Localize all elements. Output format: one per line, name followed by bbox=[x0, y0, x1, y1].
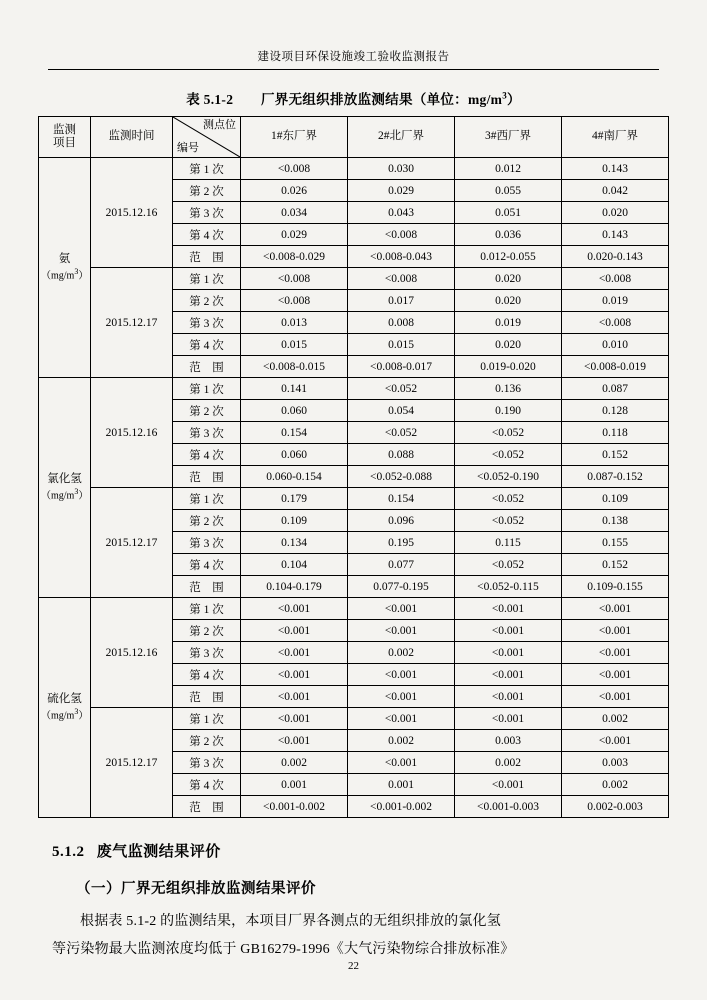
table-row bbox=[39, 378, 669, 400]
running-header-text: 建设项目环保设施竣工验收监测报告 bbox=[257, 51, 450, 63]
measurement-value-point1: 0.013 bbox=[241, 312, 348, 334]
page-number: 22 bbox=[348, 960, 359, 972]
measurement-label: 范 围 bbox=[173, 576, 241, 598]
measurement-value-point2: <0.001 bbox=[348, 620, 455, 642]
measurement-value-point4: 0.138 bbox=[562, 510, 669, 532]
monitoring-date: 2015.12.17 bbox=[91, 488, 173, 598]
measurement-value-point4: 0.152 bbox=[562, 554, 669, 576]
subsection-heading: （一）厂界无组织排放监测结果评价 bbox=[76, 881, 316, 897]
measurement-value-point3: 0.036 bbox=[455, 224, 562, 246]
monitoring-results-table bbox=[38, 116, 669, 818]
table-header-row bbox=[39, 117, 669, 158]
measurement-value-point1: 0.104 bbox=[241, 554, 348, 576]
measurement-value-point1: 0.154 bbox=[241, 422, 348, 444]
measurement-value-point1: <0.008 bbox=[241, 158, 348, 180]
measurement-value-point2: 0.029 bbox=[348, 180, 455, 202]
monitoring-date: 2015.12.16 bbox=[91, 158, 173, 268]
measurement-value-point4: 0.118 bbox=[562, 422, 669, 444]
measurement-value-point4: 0.020 bbox=[562, 202, 669, 224]
measurement-value-point3: 0.012-0.055 bbox=[455, 246, 562, 268]
header-cell-project bbox=[39, 117, 91, 158]
measurement-value-point1: <0.001 bbox=[241, 708, 348, 730]
row-group-label-2 bbox=[39, 598, 91, 818]
measurement-value-point3: <0.001 bbox=[455, 642, 562, 664]
measurement-value-point2: 0.096 bbox=[348, 510, 455, 532]
paragraph-2: 等污染物最大监测浓度均低于 GB16279-1996《大气污染物综合排放标准》 bbox=[52, 942, 515, 957]
table-caption-suffix: ） bbox=[507, 92, 521, 107]
measurement-value-point2: 0.015 bbox=[348, 334, 455, 356]
measurement-label: 第 4 次 bbox=[173, 554, 241, 576]
measurement-value-point1: 0.015 bbox=[241, 334, 348, 356]
section-number: 5.1.2 bbox=[52, 844, 85, 860]
measurement-value-point1: 0.026 bbox=[241, 180, 348, 202]
monitoring-date: 2015.12.17 bbox=[91, 268, 173, 378]
measurement-label: 第 1 次 bbox=[173, 598, 241, 620]
measurement-value-point4: 0.128 bbox=[562, 400, 669, 422]
measurement-value-point1: <0.008 bbox=[241, 268, 348, 290]
measurement-value-point1: 0.060 bbox=[241, 444, 348, 466]
measurement-value-point2: 0.154 bbox=[348, 488, 455, 510]
measurement-value-point3: <0.001 bbox=[455, 686, 562, 708]
measurement-value-point2: <0.001 bbox=[348, 598, 455, 620]
measurement-label: 第 2 次 bbox=[173, 290, 241, 312]
measurement-value-point4: 0.020-0.143 bbox=[562, 246, 669, 268]
measurement-label: 第 2 次 bbox=[173, 730, 241, 752]
measurement-value-point2: <0.052-0.088 bbox=[348, 466, 455, 488]
measurement-value-point4: 0.087 bbox=[562, 378, 669, 400]
measurement-value-point4: <0.008 bbox=[562, 268, 669, 290]
measurement-value-point2: <0.008-0.017 bbox=[348, 356, 455, 378]
measurement-value-point4: 0.087-0.152 bbox=[562, 466, 669, 488]
measurement-label: 第 1 次 bbox=[173, 708, 241, 730]
measurement-value-point1: 0.029 bbox=[241, 224, 348, 246]
measurement-value-point3: 0.012 bbox=[455, 158, 562, 180]
paragraph-1: 根据表 5.1-2 的监测结果，本项目厂界各测点的无组织排放的氯化氢 bbox=[80, 914, 501, 929]
table-row bbox=[39, 488, 669, 510]
measurement-label: 范 围 bbox=[173, 796, 241, 818]
header-cell-point1: 1#东厂界 bbox=[241, 117, 348, 158]
section-title: 废气监测结果评价 bbox=[96, 844, 221, 860]
measurement-value-point4: 0.002 bbox=[562, 774, 669, 796]
measurement-label: 第 1 次 bbox=[173, 488, 241, 510]
measurement-value-point1: <0.001 bbox=[241, 598, 348, 620]
row-group-label-1 bbox=[39, 378, 91, 598]
measurement-value-point1: 0.134 bbox=[241, 532, 348, 554]
measurement-label: 第 4 次 bbox=[173, 774, 241, 796]
measurement-value-point2: <0.001 bbox=[348, 664, 455, 686]
header-project-line2: 项目 bbox=[53, 137, 76, 149]
table-caption bbox=[38, 88, 669, 108]
measurement-value-point3: 0.019 bbox=[455, 312, 562, 334]
pollutant-unit: $(mg/m^3)$ bbox=[41, 487, 89, 502]
measurement-value-point3: <0.052-0.115 bbox=[455, 576, 562, 598]
measurement-value-point4: 0.002 bbox=[562, 708, 669, 730]
measurement-value-point4: <0.008 bbox=[562, 312, 669, 334]
pollutant-unit: $(mg/m^3)$ bbox=[41, 707, 89, 722]
table-caption-sup: 3 bbox=[502, 90, 507, 101]
measurement-value-point3: 0.003 bbox=[455, 730, 562, 752]
header-cell-time: 监测时间 bbox=[91, 117, 173, 158]
measurement-label: 第 4 次 bbox=[173, 664, 241, 686]
measurement-label: 第 3 次 bbox=[173, 422, 241, 444]
monitoring-date: 2015.12.16 bbox=[91, 378, 173, 488]
measurement-value-point4: 0.010 bbox=[562, 334, 669, 356]
measurement-label: 第 4 次 bbox=[173, 444, 241, 466]
table-row bbox=[39, 708, 669, 730]
measurement-value-point2: <0.001 bbox=[348, 752, 455, 774]
measurement-value-point3: <0.052 bbox=[455, 554, 562, 576]
measurement-value-point1: <0.001 bbox=[241, 730, 348, 752]
measurement-value-point3: <0.001 bbox=[455, 708, 562, 730]
measurement-value-point2: <0.052 bbox=[348, 422, 455, 444]
measurement-value-point1: <0.001-0.002 bbox=[241, 796, 348, 818]
monitoring-date: 2015.12.16 bbox=[91, 598, 173, 708]
measurement-value-point2: <0.001 bbox=[348, 686, 455, 708]
running-header bbox=[38, 0, 669, 64]
measurement-value-point4: 0.155 bbox=[562, 532, 669, 554]
measurement-value-point2: 0.043 bbox=[348, 202, 455, 224]
measurement-value-point2: 0.002 bbox=[348, 642, 455, 664]
measurement-value-point4: <0.001 bbox=[562, 642, 669, 664]
measurement-value-point4: 0.042 bbox=[562, 180, 669, 202]
measurement-label: 范 围 bbox=[173, 246, 241, 268]
measurement-value-point3: 0.051 bbox=[455, 202, 562, 224]
header-point-position-label: 测点位 bbox=[203, 119, 236, 131]
measurement-value-point3: 0.020 bbox=[455, 334, 562, 356]
header-project-line1: 监测 bbox=[53, 123, 76, 136]
measurement-value-point3: 0.020 bbox=[455, 290, 562, 312]
measurement-label: 第 2 次 bbox=[173, 180, 241, 202]
measurement-value-point4: 0.019 bbox=[562, 290, 669, 312]
measurement-value-point2: 0.030 bbox=[348, 158, 455, 180]
measurement-label: 第 2 次 bbox=[173, 510, 241, 532]
measurement-value-point4: 0.109-0.155 bbox=[562, 576, 669, 598]
measurement-value-point2: 0.017 bbox=[348, 290, 455, 312]
section-heading bbox=[52, 840, 669, 861]
measurement-value-point3: <0.001 bbox=[455, 598, 562, 620]
table-caption-prefix: 表 5.1-2 bbox=[186, 92, 234, 107]
measurement-value-point2: 0.088 bbox=[348, 444, 455, 466]
measurement-label: 第 1 次 bbox=[173, 158, 241, 180]
measurement-value-point2: <0.001 bbox=[348, 708, 455, 730]
table-caption-main: 厂界无组织排放监测结果（单位：mg/m bbox=[260, 92, 503, 107]
measurement-value-point3: <0.001 bbox=[455, 774, 562, 796]
measurement-label: 第 3 次 bbox=[173, 312, 241, 334]
measurement-label: 第 3 次 bbox=[173, 752, 241, 774]
measurement-label: 第 4 次 bbox=[173, 224, 241, 246]
measurement-value-point3: 0.020 bbox=[455, 268, 562, 290]
measurement-value-point1: 0.179 bbox=[241, 488, 348, 510]
header-cell-point-number bbox=[173, 117, 241, 158]
measurement-value-point2: <0.001-0.002 bbox=[348, 796, 455, 818]
measurement-value-point1: 0.060 bbox=[241, 400, 348, 422]
header-point-number-label: 编号 bbox=[177, 142, 199, 155]
measurement-value-point2: <0.008 bbox=[348, 268, 455, 290]
measurement-value-point4: <0.001 bbox=[562, 620, 669, 642]
header-cell-point2: 2#北厂界 bbox=[348, 117, 455, 158]
measurement-value-point1: <0.001 bbox=[241, 642, 348, 664]
measurement-value-point1: 0.034 bbox=[241, 202, 348, 224]
measurement-value-point3: 0.019-0.020 bbox=[455, 356, 562, 378]
measurement-label: 范 围 bbox=[173, 356, 241, 378]
measurement-value-point4: 0.002-0.003 bbox=[562, 796, 669, 818]
measurement-value-point3: <0.052 bbox=[455, 510, 562, 532]
measurement-value-point4: 0.003 bbox=[562, 752, 669, 774]
measurement-value-point4: <0.001 bbox=[562, 730, 669, 752]
measurement-value-point1: <0.008 bbox=[241, 290, 348, 312]
measurement-value-point2: <0.008-0.043 bbox=[348, 246, 455, 268]
measurement-value-point3: 0.055 bbox=[455, 180, 562, 202]
measurement-value-point4: 0.109 bbox=[562, 488, 669, 510]
header-divider bbox=[48, 69, 659, 70]
measurement-label: 范 围 bbox=[173, 686, 241, 708]
measurement-value-point4: <0.001 bbox=[562, 664, 669, 686]
measurement-value-point4: <0.001 bbox=[562, 686, 669, 708]
measurement-value-point1: 0.104-0.179 bbox=[241, 576, 348, 598]
measurement-value-point3: <0.052-0.190 bbox=[455, 466, 562, 488]
measurement-value-point3: 0.115 bbox=[455, 532, 562, 554]
measurement-value-point2: 0.077 bbox=[348, 554, 455, 576]
measurement-value-point2: 0.077-0.195 bbox=[348, 576, 455, 598]
measurement-value-point3: <0.001 bbox=[455, 664, 562, 686]
measurement-value-point3: <0.001 bbox=[455, 620, 562, 642]
header-cell-point4: 4#南厂界 bbox=[562, 117, 669, 158]
measurement-value-point2: <0.052 bbox=[348, 378, 455, 400]
header-cell-point3: 3#西厂界 bbox=[455, 117, 562, 158]
table-row bbox=[39, 158, 669, 180]
measurement-value-point2: 0.008 bbox=[348, 312, 455, 334]
measurement-value-point2: 0.002 bbox=[348, 730, 455, 752]
measurement-value-point1: <0.001 bbox=[241, 686, 348, 708]
measurement-value-point1: <0.001 bbox=[241, 620, 348, 642]
measurement-value-point1: <0.001 bbox=[241, 664, 348, 686]
measurement-value-point3: 0.002 bbox=[455, 752, 562, 774]
measurement-value-point3: <0.052 bbox=[455, 444, 562, 466]
measurement-label: 第 1 次 bbox=[173, 378, 241, 400]
measurement-label: 第 3 次 bbox=[173, 532, 241, 554]
pollutant-unit: $(mg/m^3)$ bbox=[41, 267, 89, 282]
pollutant-name: 氨 bbox=[58, 253, 71, 266]
measurement-label: 第 2 次 bbox=[173, 620, 241, 642]
measurement-value-point2: 0.001 bbox=[348, 774, 455, 796]
measurement-label: 第 2 次 bbox=[173, 400, 241, 422]
row-group-label-0 bbox=[39, 158, 91, 378]
measurement-value-point1: <0.008-0.029 bbox=[241, 246, 348, 268]
pollutant-name: 氯化氢 bbox=[47, 473, 82, 486]
table-row bbox=[39, 598, 669, 620]
measurement-value-point1: 0.060-0.154 bbox=[241, 466, 348, 488]
measurement-value-point3: 0.190 bbox=[455, 400, 562, 422]
measurement-label: 第 4 次 bbox=[173, 334, 241, 356]
measurement-value-point1: 0.141 bbox=[241, 378, 348, 400]
table-row bbox=[39, 268, 669, 290]
measurement-label: 范 围 bbox=[173, 466, 241, 488]
measurement-value-point4: 0.143 bbox=[562, 158, 669, 180]
measurement-label: 第 1 次 bbox=[173, 268, 241, 290]
measurement-value-point1: <0.008-0.015 bbox=[241, 356, 348, 378]
measurement-label: 第 3 次 bbox=[173, 642, 241, 664]
measurement-value-point3: <0.052 bbox=[455, 488, 562, 510]
measurement-value-point4: 0.152 bbox=[562, 444, 669, 466]
measurement-value-point3: <0.001-0.003 bbox=[455, 796, 562, 818]
measurement-value-point2: <0.008 bbox=[348, 224, 455, 246]
measurement-value-point1: 0.002 bbox=[241, 752, 348, 774]
pollutant-name: 硫化氢 bbox=[47, 693, 82, 706]
measurement-value-point4: <0.008-0.019 bbox=[562, 356, 669, 378]
measurement-value-point2: 0.054 bbox=[348, 400, 455, 422]
measurement-value-point1: 0.001 bbox=[241, 774, 348, 796]
measurement-value-point4: <0.001 bbox=[562, 598, 669, 620]
monitoring-date: 2015.12.17 bbox=[91, 708, 173, 818]
measurement-label: 第 3 次 bbox=[173, 202, 241, 224]
measurement-value-point2: 0.195 bbox=[348, 532, 455, 554]
measurement-value-point3: 0.136 bbox=[455, 378, 562, 400]
measurement-value-point4: 0.143 bbox=[562, 224, 669, 246]
measurement-value-point3: <0.052 bbox=[455, 422, 562, 444]
measurement-value-point1: 0.109 bbox=[241, 510, 348, 532]
